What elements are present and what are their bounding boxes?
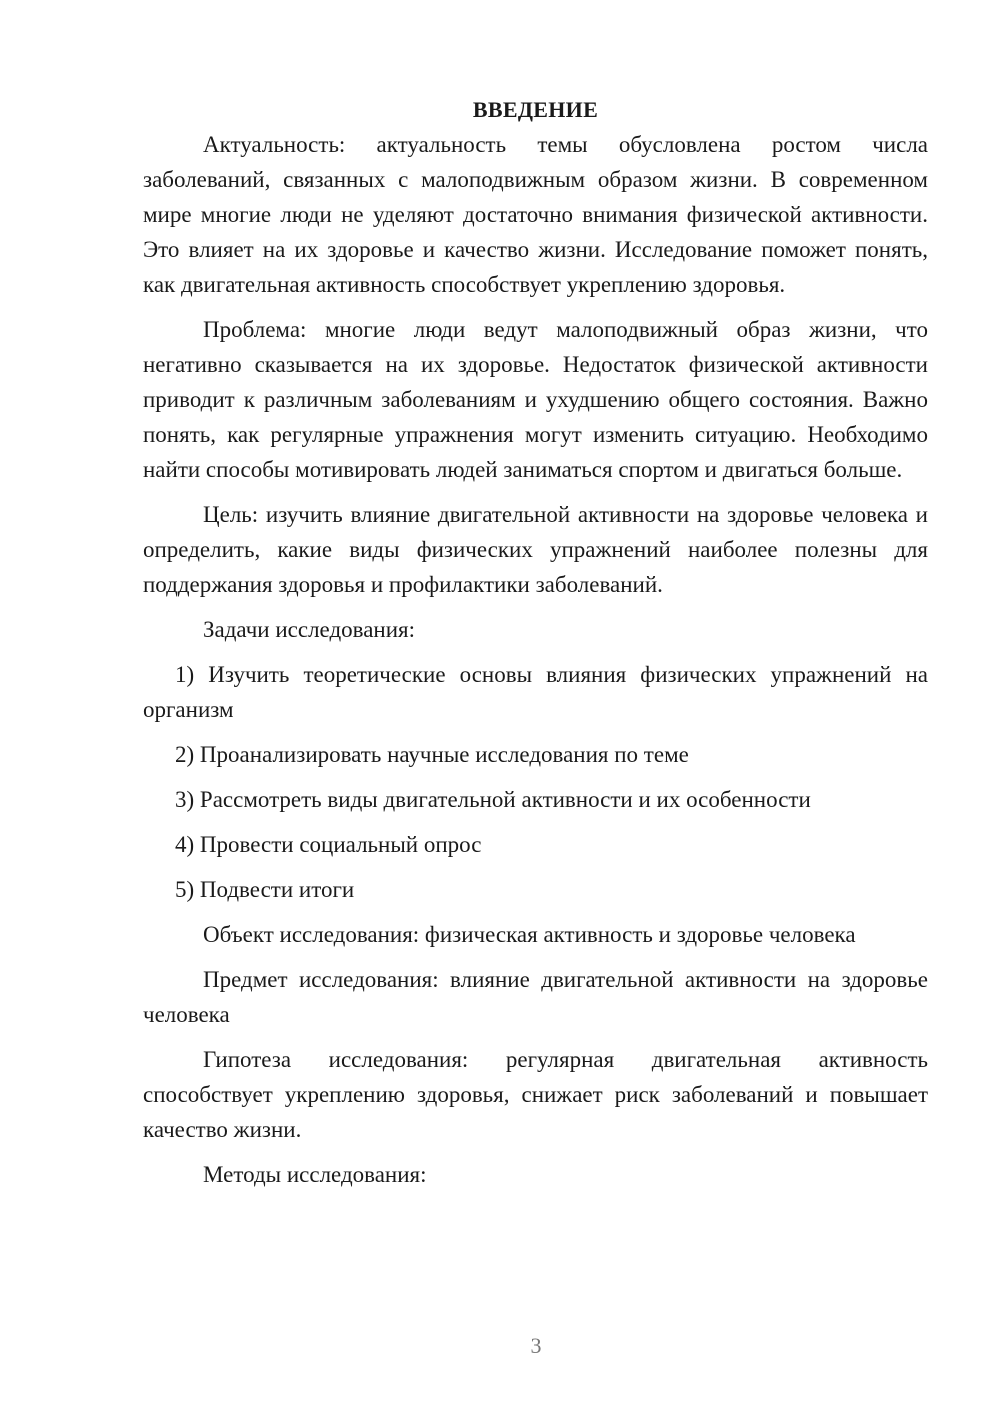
list-item: 2) Проанализировать научные исследования по теме (175, 742, 689, 767)
page-content (143, 92, 928, 1202)
list-item: 5) Подвести итоги (175, 877, 355, 902)
list-item: 1) Изучить теоретические основы влияния физических упражнений на организм (143, 662, 928, 722)
hypothesis-paragraph: Гипотеза исследования: регулярная двигательная активность способствует укреплению здоровья, снижает риск заболеваний и повышает качество жизни. (143, 1047, 928, 1142)
subject-paragraph: Предмет исследования: влияние двигательной активности на здоровье человека (143, 967, 928, 1027)
problem-paragraph: Проблема: многие люди ведут малоподвижный образ жизни, что негативно сказывается на их здоровье. Недостаток физической активности приводит к различным заболеваниям и ухудшению общего состояния. Важно понять, как регулярные упражнения могут изменить ситуацию. Необходимо найти способы мотивировать людей заниматься спортом и двигаться больше. (143, 317, 928, 482)
page-number: 3 (530, 1333, 542, 1358)
relevance-paragraph: Актуальность: актуальность темы обусловлена ростом числа заболеваний, связанных с малоподвижным образом жизни. В современном мире многие люди не уделяют достаточно внимания физической активности. Это влияет на их здоровье и качество жизни. Исследование поможет понять, как двигательная активность способствует укреплению здоровья. (143, 132, 928, 297)
list-item: 3) Рассмотреть виды двигательной активности и их особенности (175, 787, 811, 812)
list-item: 4) Провести социальный опрос (175, 832, 482, 857)
tasks-list (143, 657, 928, 907)
object-paragraph: Объект исследования: физическая активность и здоровье человека (203, 922, 856, 947)
page-title: ВВЕДЕНИЕ (472, 97, 599, 122)
goal-paragraph: Цель: изучить влияние двигательной активности на здоровье человека и определить, какие виды физических упражнений наиболее полезны для поддержания здоровья и профилактики заболеваний. (143, 502, 928, 597)
methods-heading: Методы исследования: (203, 1162, 427, 1187)
tasks-heading: Задачи исследования: (203, 617, 416, 642)
